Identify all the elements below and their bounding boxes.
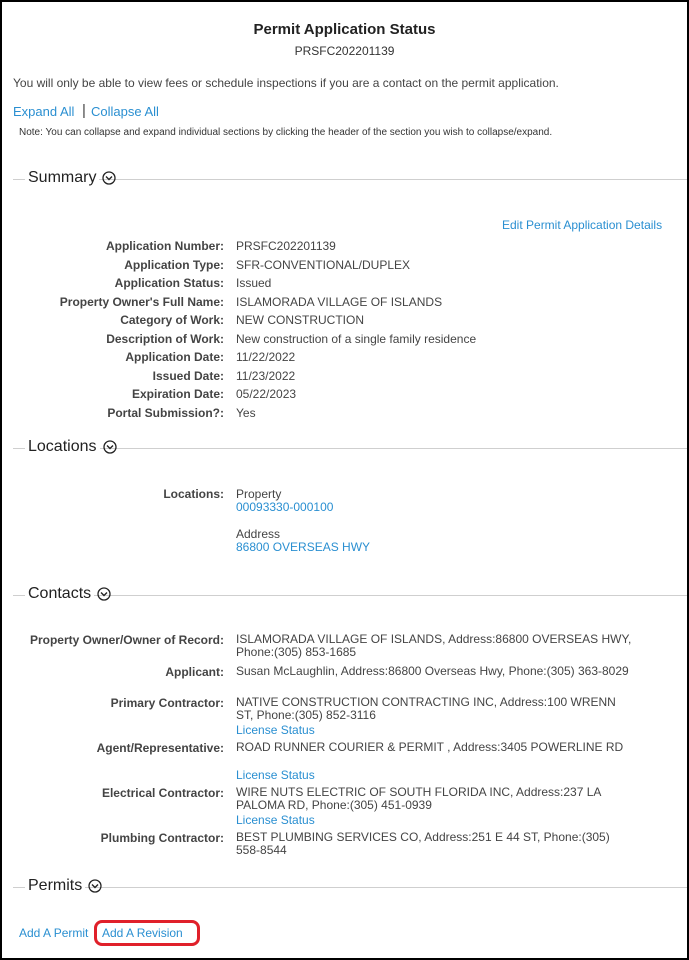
- field-label: Application Number:: [105, 239, 224, 253]
- summary-title: Summary: [25, 169, 99, 187]
- field-value: Issued: [236, 276, 272, 290]
- expand-all-link[interactable]: Expand All: [13, 104, 75, 119]
- collapse-note: Note: You can collapse and expand individual sections by clicking the header of the section you wish to collapse/expand.: [19, 127, 553, 138]
- permits-section-header[interactable]: [25, 877, 102, 895]
- field-label: Portal Submission?:: [107, 406, 224, 420]
- field-value: Yes: [236, 406, 256, 420]
- permit-number: PRSFC202201139: [294, 44, 395, 58]
- contact-label: Agent/Representative:: [96, 741, 224, 755]
- locations-label: Locations:: [163, 487, 224, 501]
- contact-label: Primary Contractor:: [110, 696, 224, 710]
- field-value: 11/23/2022: [236, 369, 296, 383]
- collapse-all-link[interactable]: Collapse All: [91, 104, 159, 119]
- property-heading: Property: [236, 487, 282, 501]
- field-label: Application Status:: [114, 276, 224, 290]
- field-label: Issued Date:: [152, 369, 224, 383]
- summary-section-header[interactable]: [25, 169, 116, 187]
- contact-value: WIRE NUTS ELECTRIC OF SOUTH FLORIDA INC, Address:237 LA PALOMA RD, Phone:(305) 451-0939: [236, 785, 601, 812]
- field-value: 11/22/2022: [236, 350, 296, 364]
- permits-title: Permits: [25, 877, 85, 895]
- link-separator: |: [82, 102, 86, 119]
- contact-label: Property Owner/Owner of Record:: [29, 633, 224, 647]
- address-heading: Address: [236, 527, 281, 541]
- license-status-link[interactable]: License Status: [236, 768, 315, 782]
- contact-label: Electrical Contractor:: [101, 786, 224, 800]
- contacts-divider: [13, 595, 687, 596]
- field-value: ISLAMORADA VILLAGE OF ISLANDS: [236, 295, 443, 309]
- field-value: SFR-CONVENTIONAL/DUPLEX: [236, 258, 411, 272]
- contact-value: BEST PLUMBING SERVICES CO, Address:251 E 44 ST, Phone:(305) 558-8544: [236, 830, 610, 857]
- contact-value: Susan McLaughlin, Address:86800 Overseas Hwy, Phone:(305) 363-8029: [236, 664, 629, 678]
- field-label: Description of Work:: [106, 332, 224, 346]
- field-label: Application Type:: [124, 258, 224, 272]
- contact-value: NATIVE CONSTRUCTION CONTRACTING INC, Address:100 WRENN ST, Phone:(305) 852-3116: [236, 695, 616, 722]
- chevron-down-icon: [102, 171, 116, 185]
- address-link[interactable]: 86800 OVERSEAS HWY: [236, 540, 371, 554]
- contact-label: Applicant:: [165, 665, 224, 679]
- edit-permit-application-link[interactable]: Edit Permit Application Details: [502, 218, 663, 232]
- locations-section-header[interactable]: [25, 438, 117, 456]
- property-parcel-link[interactable]: 00093330-000100: [236, 500, 334, 514]
- chevron-down-icon: [103, 440, 117, 454]
- field-value: NEW CONSTRUCTION: [236, 313, 364, 327]
- contact-label: Plumbing Contractor:: [100, 831, 224, 845]
- field-label: Application Date:: [125, 350, 224, 364]
- field-label: Category of Work:: [120, 313, 224, 327]
- permits-divider: [13, 887, 687, 888]
- contacts-section-header[interactable]: [25, 585, 111, 603]
- license-status-link[interactable]: License Status: [236, 813, 315, 827]
- contact-value: ROAD RUNNER COURIER & PERMIT , Address:3405 POWERLINE RD: [236, 740, 624, 754]
- chevron-down-icon: [88, 879, 102, 893]
- chevron-down-icon: [97, 587, 111, 601]
- field-value: 05/22/2023: [236, 387, 297, 401]
- field-value: New construction of a single family residence: [236, 332, 477, 346]
- field-label: Property Owner's Full Name:: [59, 295, 224, 309]
- contact-notice: You will only be able to view fees or schedule inspections if you are a contact on the permit application.: [13, 76, 559, 90]
- add-revision-link[interactable]: Add A Revision: [102, 926, 183, 940]
- page-title: Permit Application Status: [253, 21, 436, 38]
- license-status-link[interactable]: License Status: [236, 723, 315, 737]
- add-permit-link[interactable]: Add A Permit: [19, 926, 89, 940]
- contacts-title: Contacts: [25, 585, 94, 603]
- field-label: Expiration Date:: [131, 387, 224, 401]
- field-value: PRSFC202201139: [236, 239, 336, 253]
- locations-title: Locations: [25, 438, 100, 456]
- contact-value: ISLAMORADA VILLAGE OF ISLANDS, Address:86800 OVERSEAS HWY, Phone:(305) 853-1685: [236, 632, 632, 659]
- add-revision-highlight: [94, 920, 200, 946]
